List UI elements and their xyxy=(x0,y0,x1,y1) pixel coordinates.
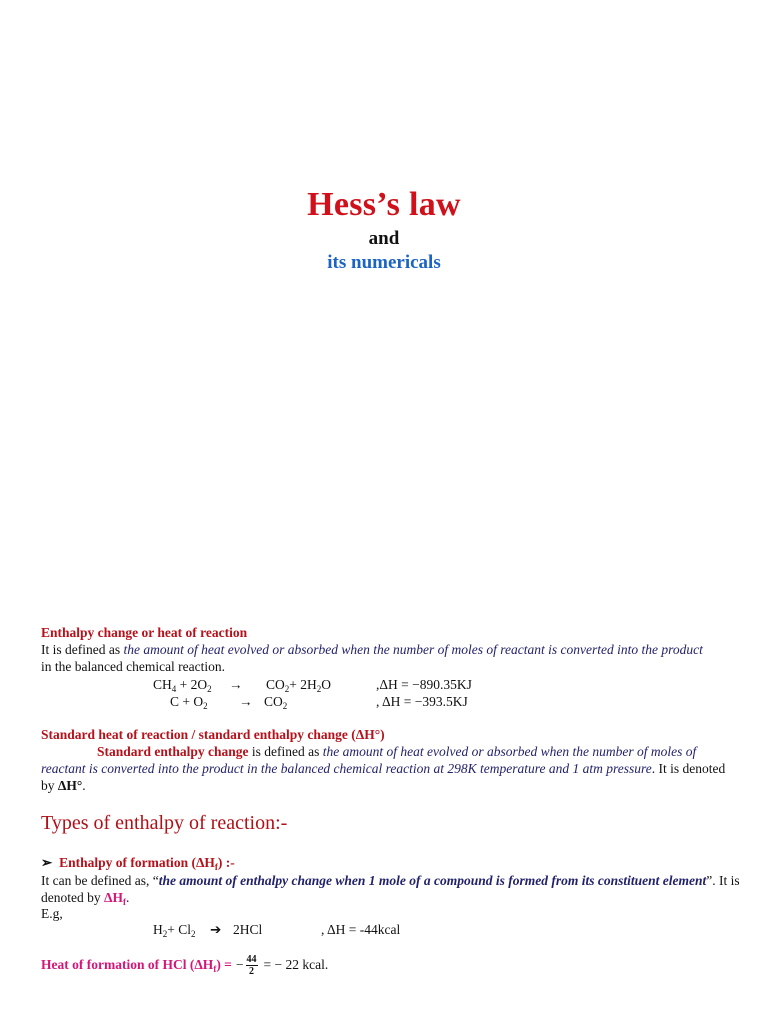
arrow-icon: ➔ xyxy=(210,922,222,937)
calc-subscript: f xyxy=(213,964,217,974)
eq-term: H xyxy=(153,922,163,937)
section-heading-enthalpy-change: Enthalpy change or heat of reaction xyxy=(41,625,248,640)
delta-h-hcl: , ΔH = -44kcal xyxy=(321,922,401,937)
symbol-subscript: f xyxy=(122,897,126,907)
eq-term: + 2O xyxy=(176,677,208,692)
eq-subscript: 2 xyxy=(162,929,168,939)
equation-hcl xyxy=(153,922,196,938)
equation-methane-products xyxy=(266,677,331,693)
eq-term: + 2H xyxy=(289,677,317,692)
types-heading: Types of enthalpy of reaction:- xyxy=(41,812,288,834)
calc-result: = − 22 kcal. xyxy=(263,957,329,972)
arrow-bullet-icon: ➢ xyxy=(41,855,53,870)
eq-subscript: 2 xyxy=(207,684,212,694)
definition-suffix: in the balanced chemical reaction. xyxy=(41,659,226,674)
heading-subscript: f xyxy=(214,862,218,872)
delta-h-carbon: , ΔH = −393.5KJ xyxy=(376,694,468,709)
definition-end: . xyxy=(82,778,86,793)
fraction-numerator: 44 xyxy=(246,953,257,965)
eq-term: O xyxy=(321,677,332,692)
delta-h-standard-symbol: ΔH° xyxy=(57,778,83,793)
equation-methane xyxy=(153,677,212,693)
fraction-denominator: 2 xyxy=(249,965,255,977)
eq-term: C + O xyxy=(170,694,204,709)
definition-text: is defined as xyxy=(248,744,323,759)
definition-prefix: It is defined as xyxy=(41,642,124,657)
eq-subscript: 2 xyxy=(316,684,322,694)
eq-term: + Cl xyxy=(167,922,191,937)
heat-of-formation-calculation xyxy=(41,948,328,982)
section-heading-standard-enthalpy: Standard heat of reaction / standard enthalpy change (ΔH°) xyxy=(41,727,385,742)
calc-minus: − xyxy=(235,957,244,972)
standard-enthalpy-term: Standard enthalpy change xyxy=(97,744,249,759)
eq-term: CO xyxy=(266,677,285,692)
definition-prefix: It can be defined as, “ xyxy=(41,873,159,888)
formation-symbol xyxy=(104,890,126,905)
enthalpy-change-definition xyxy=(41,641,741,675)
enthalpy-of-formation-heading xyxy=(41,855,235,871)
symbol-text: ΔH xyxy=(104,890,123,905)
subtitle-and: and xyxy=(368,228,400,249)
heading-end: ) :- xyxy=(217,855,235,870)
calc-label-text: Heat of formation of HCl (ΔH xyxy=(41,957,214,972)
definition-text: . It is denoted by xyxy=(41,761,726,793)
eq-subscript: 2 xyxy=(191,929,196,939)
calc-label-end: ) = xyxy=(216,957,232,972)
eq-subscript: 4 xyxy=(171,684,177,694)
eq-term: CH xyxy=(153,677,172,692)
calc-fraction xyxy=(246,954,258,977)
equation-carbon-product xyxy=(264,694,287,710)
equation-carbon xyxy=(170,694,208,710)
arrow-icon: → xyxy=(229,677,243,692)
definition-italic: the amount of heat evolved or absorbed when the number of moles of reactant is converted into the product xyxy=(123,642,703,657)
eq-subscript: 2 xyxy=(284,684,290,694)
standard-enthalpy-definition xyxy=(41,743,741,794)
equation-hcl-product: 2HCl xyxy=(233,922,263,937)
calc-label xyxy=(41,957,232,973)
eq-subscript: 2 xyxy=(203,701,208,711)
example-label: E.g, xyxy=(41,906,63,921)
subtitle-numericals: its numericals xyxy=(327,252,441,273)
eq-term: CO xyxy=(264,694,283,709)
formation-definition: It can be defined as, “the amount of enthalpy change when 1 mole of a compound is formed from its constituent element”. It is denoted by $\Delta H_f$. xyxy=(41,873,740,907)
definition-suffix: ”. It is denoted by xyxy=(41,873,740,905)
eq-subscript: 2 xyxy=(282,701,288,711)
delta-h-methane: ,ΔH = −890.35KJ xyxy=(376,677,472,692)
definition-italic: the amount of heat evolved or absorbed when the number of moles of reactant is converted into the product in the balanced chemical reaction at 298K temperature and 1 atm pressure xyxy=(41,744,697,776)
heading-text: Enthalpy of formation (ΔH xyxy=(59,855,215,870)
arrow-icon: → xyxy=(239,694,253,709)
page-title: Hess’s law xyxy=(307,186,461,223)
definition-italic: the amount of enthalpy change when 1 mole of a compound is formed from its constituent element xyxy=(158,873,707,888)
